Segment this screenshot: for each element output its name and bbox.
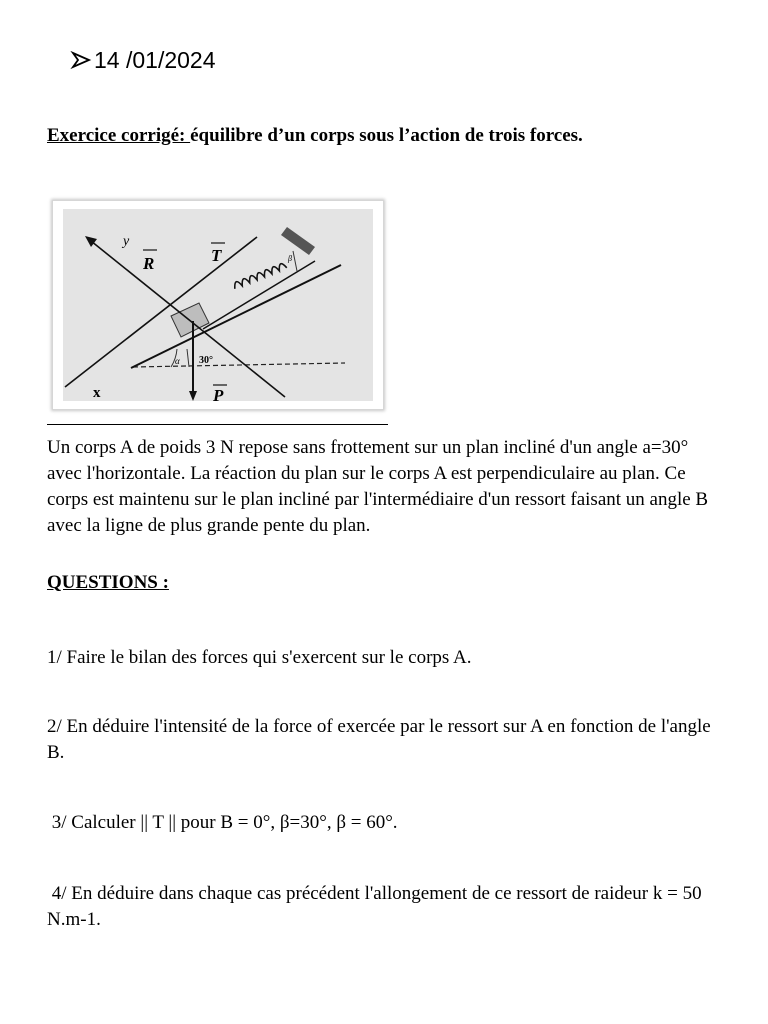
title-rest: équilibre d’un corps sous l’action de trois forces. (190, 125, 583, 146)
reaction-label: R (143, 254, 155, 273)
arrow-bullet-icon (70, 49, 92, 71)
x-axis-label: x (93, 385, 101, 401)
date-line (70, 44, 216, 76)
date-text: 14 /01/2024 (94, 46, 216, 73)
figure-drawing (53, 201, 383, 409)
beta-label: β (288, 254, 292, 263)
exercise-title (47, 125, 583, 147)
angle-label: 30° (199, 355, 213, 366)
questions-heading: QUESTIONS : (47, 572, 169, 593)
inclined-plane-figure (52, 200, 384, 410)
horizontal-rule (47, 424, 388, 425)
question-2: 2/ En déduire l'intensité de la force of exercée par le ressort sur A en fonction de l'angle B. (47, 716, 711, 763)
tension-label: T (211, 246, 222, 265)
photo-background (63, 209, 373, 401)
question-1: 1/ Faire le bilan des forces qui s'exercent sur le corps A. (47, 647, 472, 668)
exercise-statement: Un corps A de poids 3 N repose sans frottement sur un plan incliné d'un angle a=30° avec l'horizontale. La réaction du plan sur le corps A est perpendiculaire au plan. Ce corps est maintenu sur le plan incliné par l'intermédiaire d'un ressort faisant un angle B avec la ligne de plus grande pente du plan. (47, 437, 709, 536)
weight-label: P (213, 386, 224, 405)
title-underlined: Exercice corrigé: (47, 125, 191, 146)
question-4: 4/ En déduire dans chaque cas précédent l'allongement de ce ressort de raideur k = 50 N.m-1. (47, 883, 707, 930)
question-3: 3/ Calculer || T || pour B = 0°, β=30°, β = 60°. (47, 812, 398, 833)
y-axis-label: y (123, 234, 130, 249)
alpha-label: α (175, 356, 180, 366)
